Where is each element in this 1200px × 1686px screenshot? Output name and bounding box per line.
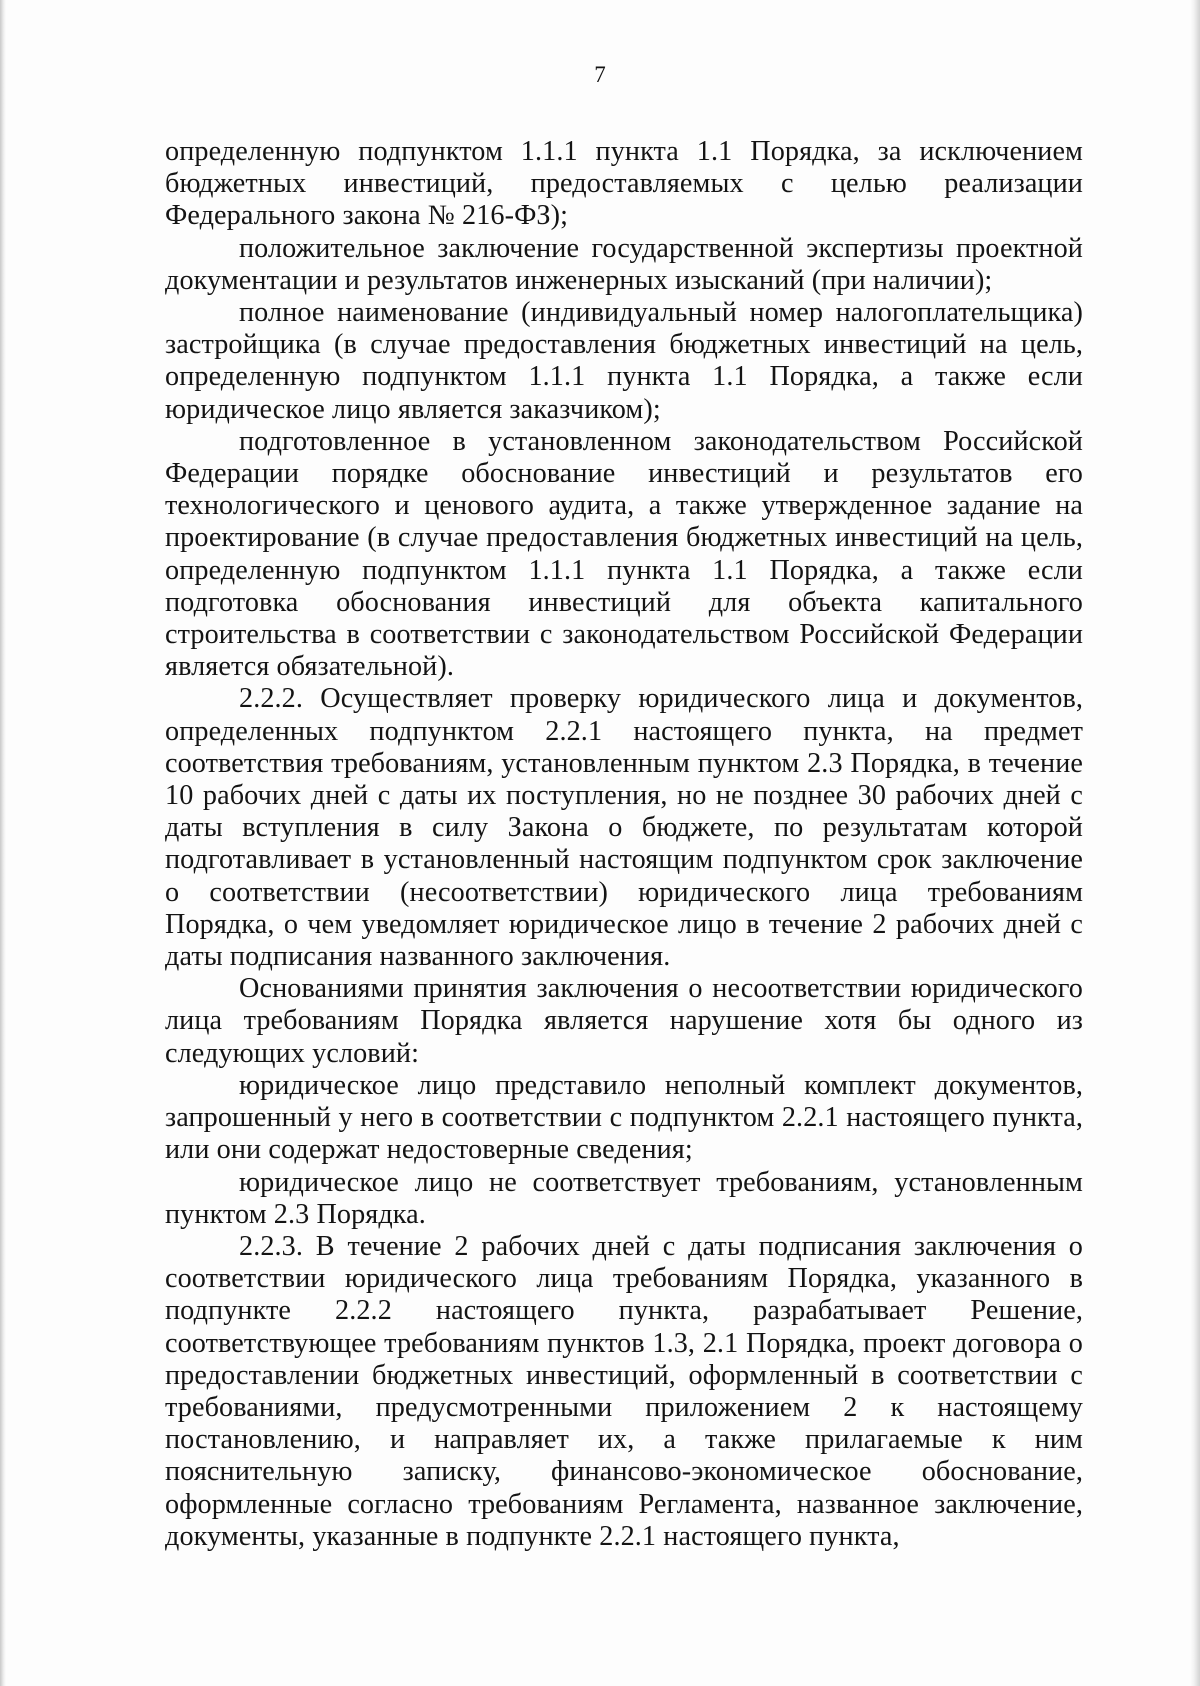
page-number: 7 — [594, 62, 606, 87]
paragraph: юридическое лицо представило неполный комплект документов, запрошенный у него в соответствии с подпунктом 2.2.1 настоящего пункта, или они содержат недостоверные сведения; — [165, 1069, 1083, 1166]
paragraph: определенную подпунктом 1.1.1 пункта 1.1 Порядка, за исключением бюджетных инвестиций, предоставляемых с целью реализации Федерального закона № 216-ФЗ); — [165, 136, 1083, 232]
scan-edge-right — [1190, 0, 1200, 1686]
paragraph: Основаниями принятия заключения о несоответствии юридического лица требованиям Порядка является нарушение хотя бы одного из следующих условий: — [165, 973, 1083, 1069]
paragraph: положительное заключение государственной экспертизы проектной документации и результатов инженерных изысканий (при наличии); — [165, 232, 1083, 296]
document-body — [165, 136, 1083, 1553]
scan-edge-left — [0, 0, 6, 1686]
paragraph: юридическое лицо не соответствует требованиям, установленным пунктом 2.3 Порядка. — [165, 1166, 1083, 1230]
paragraph: 2.2.2. Осуществляет проверку юридического лица и документов, определенных подпунктом 2.2.1 настоящего пункта, на предмет соответствия требованиям, установленным пунктом 2.3 Порядка, в течение 10 рабочих дней с даты их поступления, но не позднее 30 рабочих дней с даты вступления в силу Закона о бюджете, по результатам которой подготавливает в установленный настоящим подпунктом срок заключение о соответствии (несоответствии) юридического лица требованиям Порядка, о чем уведомляет юридическое лицо в течение 2 рабочих дней с даты подписания названного заключения. — [165, 683, 1083, 973]
paragraph: полное наименование (индивидуальный номер налогоплательщика) застройщика (в случае предоставления бюджетных инвестиций на цель, определенную подпунктом 1.1.1 пункта 1.1 Порядка, а также если юридическое лицо является заказчиком); — [165, 297, 1083, 425]
paragraph: 2.2.3. В течение 2 рабочих дней с даты подписания заключения о соответствии юридического лица требованиям Порядка, указанного в подпункте 2.2.2 настоящего пункта, разрабатывает Решение, соответствующее требованиям пунктов 1.3, 2.1 Порядка, проект договора о предоставлении бюджетных инвестиций, оформленный в соответствии с требованиями, предусмотренными приложением 2 к настоящему постановлению, и направляет их, а также прилагаемые к ним пояснительную записку, финансово-экономическое обоснование, оформленные согласно требованиям Регламента, названное заключение, документы, указанные в подпункте 2.2.1 настоящего пункта, — [165, 1230, 1083, 1552]
paragraph: подготовленное в установленном законодательством Российской Федерации порядке обоснование инвестиций и результатов его технологического и ценового аудита, а также утвержденное задание на проектирование (в случае предоставления бюджетных инвестиций на цель, определенную подпунктом 1.1.1 пункта 1.1 Порядка, а также если подготовка обоснования инвестиций для объекта капитального строительства в соответствии с законодательством Российской Федерации является обязательной). — [165, 425, 1083, 683]
